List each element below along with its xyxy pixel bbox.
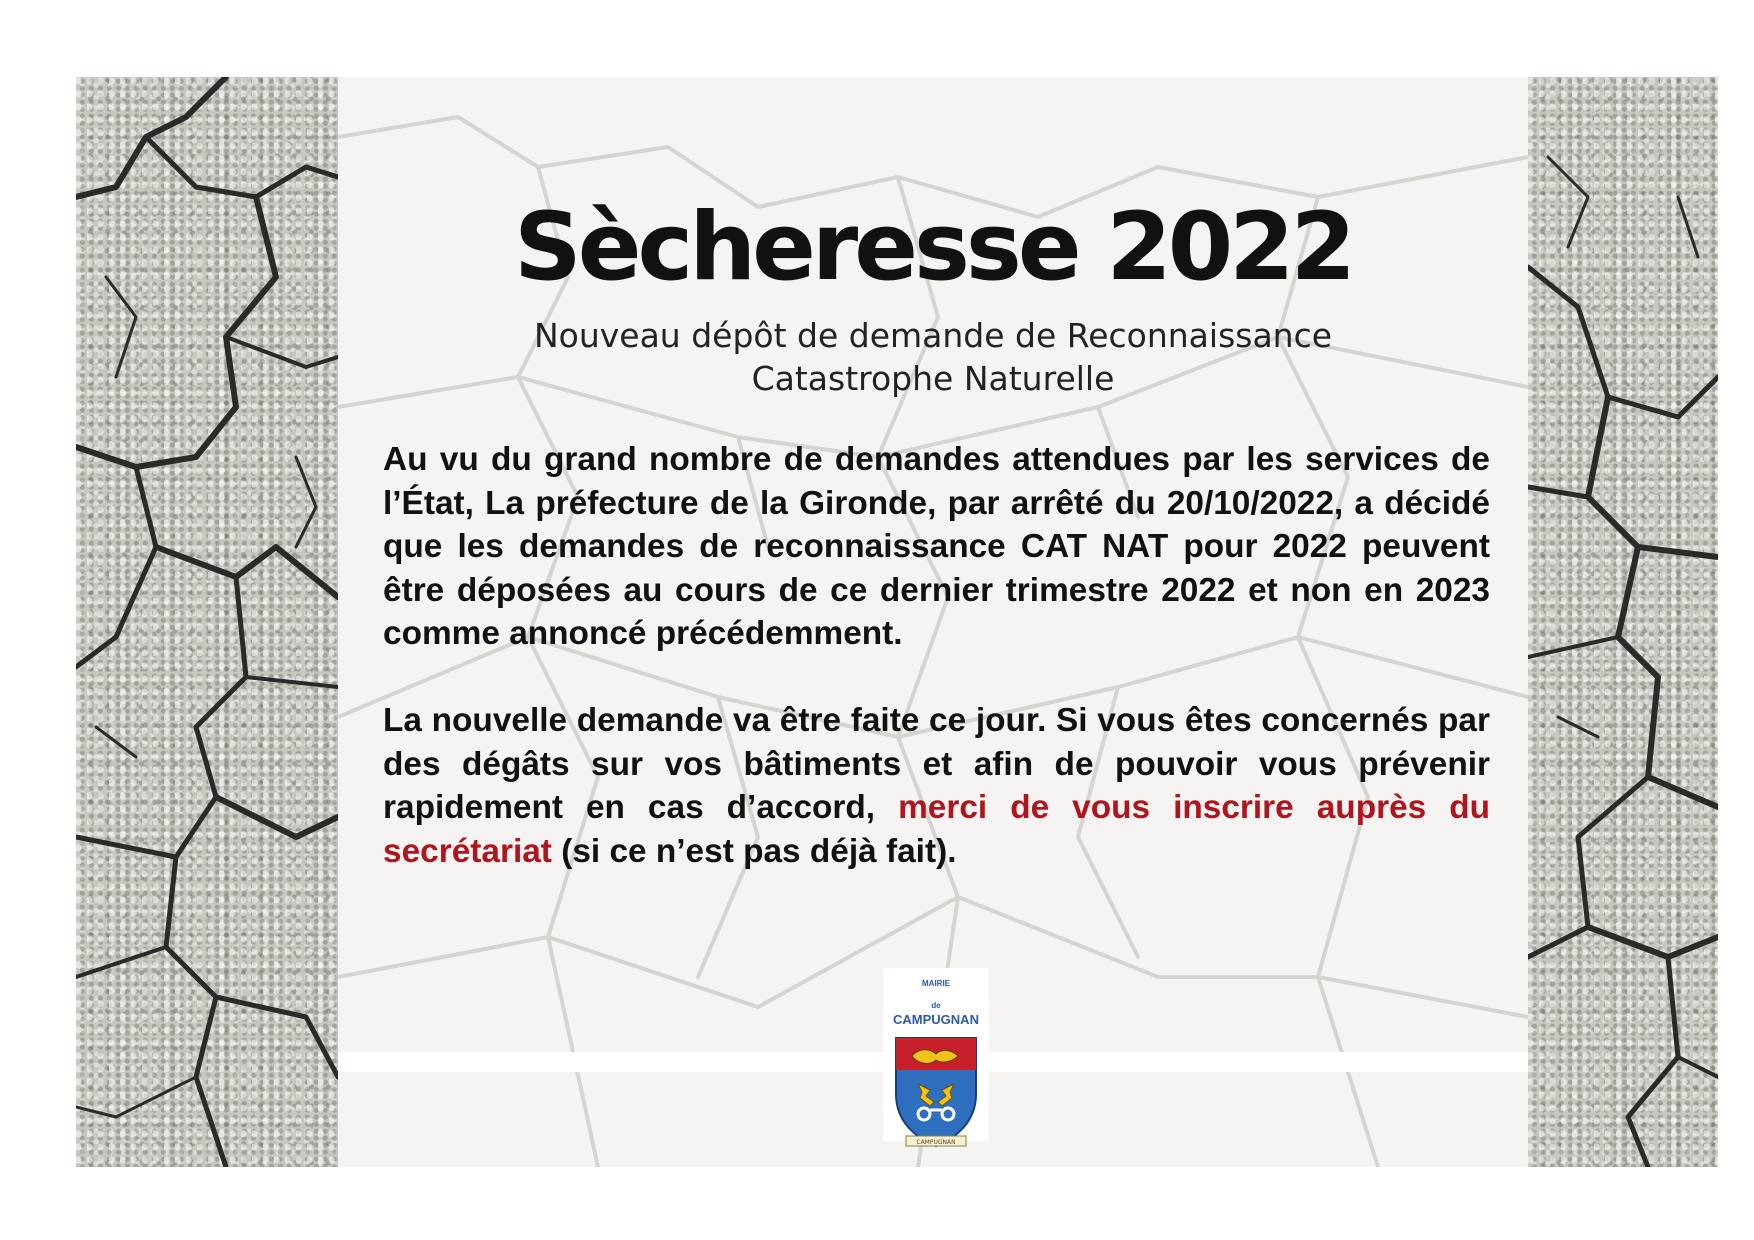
logo-mairie-text: MAIRIE	[922, 979, 950, 988]
registration-call-to-action: merci de vous inscrire auprès du secrétariat	[383, 789, 1491, 870]
coat-of-arms-icon	[890, 1032, 982, 1152]
subtitle	[338, 314, 1528, 400]
notice-body	[383, 438, 1490, 873]
mairie-campugnan-logo	[883, 968, 989, 1146]
paragraph-2-end: (si ce n’est pas déjà fait).	[551, 832, 957, 870]
cracks-left-decoration	[76, 77, 338, 1167]
paragraph-1: Au vu du grand nombre de demandes attendues par les services de l’État, La préfecture de la Gironde, par arrêté du 20/10/2022, a décidé que les demandes de reconnaissance CAT NAT pour 2022 peuvent être déposées au cours de ce dernier trimestre 2022 et non en 2023 comme annoncé précédemment.	[383, 441, 1490, 652]
cracks-right-decoration	[1528, 77, 1718, 1167]
page-title: Sècheresse 2022	[514, 193, 1352, 302]
subtitle-line-2: Catastrophe Naturelle	[751, 359, 1115, 398]
logo-de-text: de	[931, 1001, 941, 1010]
subtitle-line-1: Nouveau dépôt de demande de Reconnaissance	[533, 316, 1333, 355]
cracked-earth-left-panel	[76, 77, 338, 1167]
logo-banner-text: CAMPUGNAN	[916, 1139, 956, 1146]
paragraph-2-text: La nouvelle demande va être faite ce jour. Si vous êtes concernés par des dégâts sur vos bâtiments et afin de pouvoir vous prévenir rapidement en cas d’accord,	[383, 702, 1490, 826]
logo-town-name: CAMPUGNAN	[893, 1012, 979, 1027]
paragraph-2	[383, 699, 1490, 873]
cracked-earth-right-panel	[1528, 77, 1718, 1167]
